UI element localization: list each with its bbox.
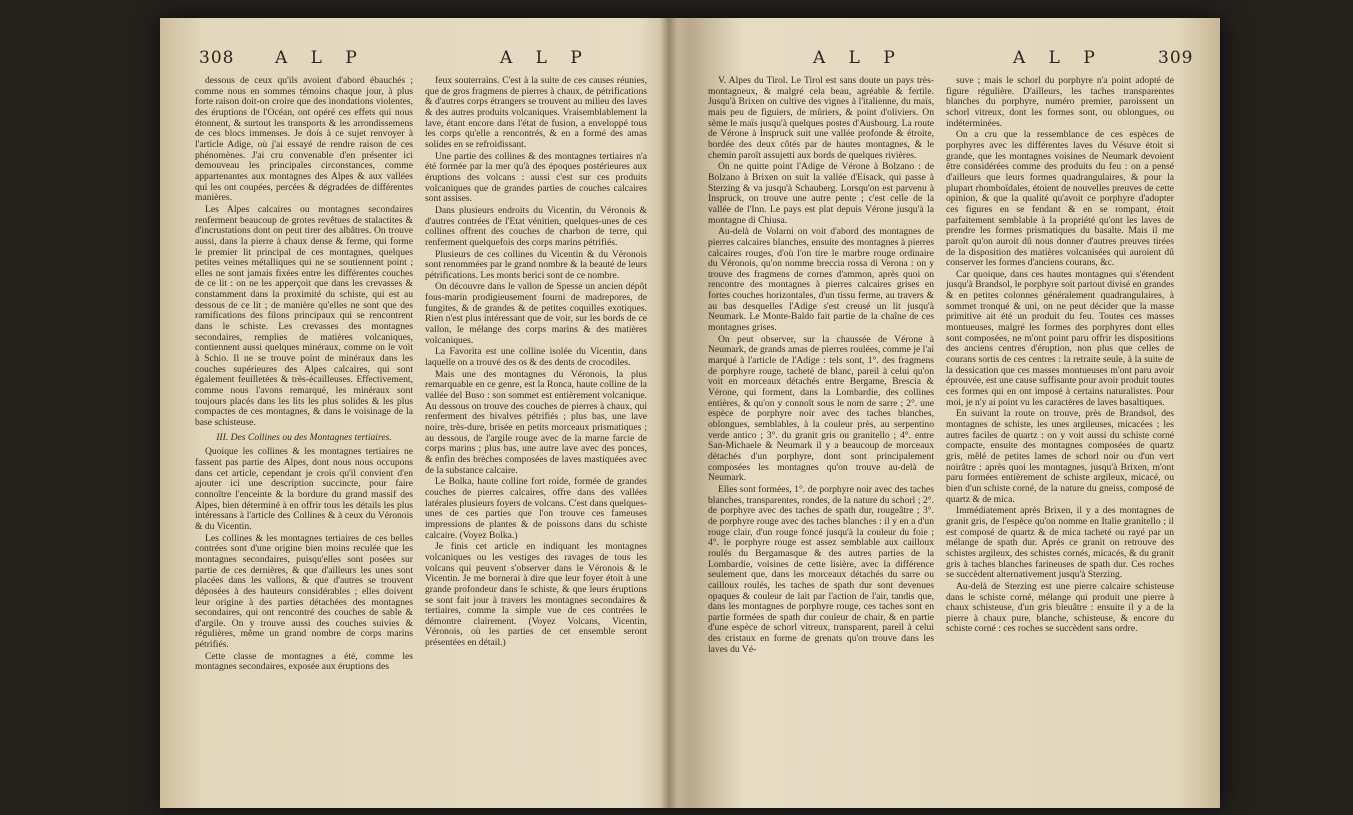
paragraph: On ne quitte point l'Adige de Vérone à Bolzano : de Bolzano à Brixen on suit la vallée d'Eisack, qui passe à Sterzing & va jusqu'à Schauberg. Lorsqu'on est parvenu à Inspruck, on trouve une autre pente ; c'est celle de la vallée de l'Inn. Le pays est plat depuis Vérone jusqu'à la montagne di Chiusa. [708,161,934,226]
right-column-2 [946,76,1174,766]
left-running-head-2: A L P [500,48,591,68]
paragraph: Cette classe de montagnes a été, comme les montagnes secondaires, exposée aux éruptions des [195,650,413,673]
paragraph: On a cru que la ressemblance de ces espèces de porphyres avec les différentes laves du Vésuve étoit si grande, que les montagnes voisines de Neumark devoient être considérées comme des produits du feu : on a pensé d'ailleurs que leurs formes quadrangulaires, & pour la plupart rhomboïdales, étoient de nouvelles preuves de cette opinion, & que la qualité qu'avoit ce porphyre d'adopter ces figures en se fendant & en se rompant, étoit parfaitement semblable à la propriété qu'ont les laves de prendre les formes prismatiques du basalte. Mais il me paroît qu'on auroit dû nous donner d'autres preuves tirées de la disposition des matières volcanisées qui auroient dû conserver les formes d'anciens courans, &c. [946,129,1174,269]
paragraph: dessous de ceux qu'ils avoient d'abord ébauchés ; comme nous en sommes témoins chaque jour, à plus forte raison doit-on croire que des inondations violentes, des éruptions de l'Océan, ont opéré ces effets qui nous étonnent, & surtout les transports & les arrondissemens de ces blocs immenses. Je dois à ce sujet renvoyer à l'article Adige, où j'ai essayé de rendre raison de ces phénomènes. J'ai cru convenable d'en présenter ici demouveau les principales circonstances, comme appartenantes aux montagnes des Alpes & aux vallées qui les ont coupées, percées & dégradées de différentes manières. [195,76,413,204]
right-column-1 [708,76,934,766]
left-column-1 [195,76,413,766]
paragraph: En suivant la route on trouve, près de Brandsol, des montagnes de schiste, les unes argileuses, micacées ; les autres faciles de quartz : on y voit aussi du schiste corné compacte, ensuite des montagnes composées de quartz gris, mêlé de petites lames de schorl noir ou d'un vert noirâtre : après quoi les montagnes, jusqu'à Brixen, m'ont paru formées entièrement de schiste argileux, micacé, ou bien d'un schiste corné, de la nature du gneiss, composé de quartz & de mica. [946,408,1174,505]
paragraph: Je finis cet article en indiquant les montagnes volcaniques ou les vestiges des ravages de tous les volcans qui peuvent s'observer dans le Véronois & le Vicentin. Je me bornerai à dire que leur foyer étoit à une grande profondeur dans le schiste, & que leurs éruptions se sont fait jour à travers les montagnes secondaires & tertiaires, comme la simple vue de ces contrées le démontre clairement. (Voyez Volcans, Vicentin, Véronois, où les parties de cet ensemble seront présentées en détail.) [425,541,647,649]
paragraph: La Favorita est une colline isolée du Vicentin, dans laquelle on a trouvé des os & des dents de crocodiles. [425,346,647,369]
paragraph: Quoique les collines & les montagnes tertiaires ne fassent pas partie des Alpes, dont nous nous occupons dans cet article, cependant je crois qu'il convient d'en ajouter ici une description succincte, pour faire connoître l'enceinte & la bordure du grand massif des Alpes, bien déterminé à en offrir tous les détails les plus intéressans à l'article des Collines & à ceux du Véronois & du Vicentin. [195,446,413,532]
right-running-head-2: A L P [1013,48,1104,68]
section-heading: III. Des Collines ou des Montagnes tertiaires. [216,431,392,443]
left-running-head-1: A L P [275,48,366,68]
paragraph: Elles sont formées, 1°. de porphyre noir avec des taches blanches, transparentes, rondes, de la nature du schorl ; 2°. de porphyre avec des taches de spath dur, rougeâtre ; 3°. de porphyre rouge avec des taches blanches : il y en a d'un rouge clair, d'un rouge foncé jusqu'à la couleur du foie ; 4°. le porphyre rouge est assez semblable aux cailloux roulés du Bergamasque & des autres parties de la Lombardie, voisines de cette lisière, avec la différence seulement que, dans les morceaux détachés du sarre ou cailloux roulés, les taches de spath dur sont devenues opaques & couleur de lait par l'action de l'air, tandis que, dans les montagnes de porphyre rouge, ces taches sont en partie formées de spath dur couleur de chair, & en partie d'une espèce de schorl vitreux, transparent, pareil à celui des cristaux en forme de grenats qu'on trouve dans les laves du Vé- [708,483,934,655]
paragraph: Le Bolka, haute colline fort roide, formée de grandes couches de pierres calcaires, offre dans des vallées latérales plusieurs foyers de volcans. C'est dans quelques-unes de ces parties que l'on trouve ces fameuses impressions de plantes & de poissons dans du schiste calcaire. (Voyez Bolka.) [425,476,647,541]
left-page [175,18,660,808]
paragraph: V. Alpes du Tirol. Le Tirol est sans doute un pays très-montagneux, & malgré cela beau, agréable & fertile. Jusqu'à Brixen on cultive des vignes à l'italienne, du maïs, mais peu de figuiers, de mûriers, & point d'oliviers. On sème le maïs jusqu'à quelques postes d'Ausbourg. La route de Vérone à Inspruck suit une vallée profonde & étroite, bordée des deux côtés par de hautes montagnes, & le chemin paroît assujetti aux bords de quelques rivières. [708,76,934,161]
paragraph: Immédiatement après Brixen, il y a des montagnes de granit gris, de l'espèce qu'on nomme en Italie granitello ; il est composé de quartz & de mica tacheté ou rayé par un mélange de spath dur. Après ce granit on retrouve des schistes argileux, des schistes cornés, micacés, & du granit gris à taches blanches farineuses de spath dur. Ces roches se succèdent alternativement jusqu'à Sterzing. [946,505,1174,581]
paragraph: On découvre dans le vallon de Spesse un ancien dépôt fous-marin prodigieusement fourni de madrepores, de fungites, & de grandes & de petites coquilles exotiques. Rien n'est plus intéressant que de voir, sur les bords de ce vallon, le mélange des corps marins & des matières volcaniques. [425,281,647,346]
right-running-head-1: A L P [813,48,904,68]
paragraph: Dans plusieurs endroits du Vicentin, du Véronois & d'autres contrées de l'Etat vénitien, quelques-unes de ces collines offrent des couches de charbon de terre, qui renferment quelquefois des corps marins pétrifiés. [425,204,647,248]
paragraph: Car quoique, dans ces hautes montagnes qui s'étendent jusqu'à Brandsol, le porphyre soit partout divisé en grandes & en petites colonnes généralement quadrangulaires, à sommet tronqué & uni, on ne peut décider que la masse primitive ait été un produit du feu. Toutes ces masses montueuses, malgré les formes des porphyres dont elles sont composées, ne m'ont point paru offrir les dispositions des anciens centres d'éruption, non plus que celles de courans sortis de ces centres : la retraite seule, à la suite de la dessication que ces masses montueuses m'ont paru avoir éprouvée, est une cause suffisante pour avoir produit toutes ces formes qui en ont imposé à certains naturalistes. Pour moi, je n'y ai point vu les caractères de laves basaltiques. [946,268,1174,408]
book-gutter [660,18,678,808]
right-header [678,48,1206,70]
paragraph: Au-delà de Volarni on voit d'abord des montagnes de pierres calcaires blanches, ensuite des montagnes à pierres calcaires rouges, d'où l'on tire le marbre rouge ordinaire du Véronois, qu'on nomme breccia rossa di Verona : on y trouve des fragmens de cornes d'ammon, après quoi on rencontre des montagnes à pierres calcaires grises en fortes couches horizontales, d'un tissu ferme, au travers & au bas desquelles l'Adige s'est creusé un lit jusqu'à Neumark. Le Monte-Baldo fait partie de la chaîne de ces montagnes grises. [708,226,934,334]
paragraph: feux souterrains. C'est à la suite de ces causes réunies, que de gros fragmens de pierres à chaux, de pétrifications & d'autres corps étrangers se trouvent au milieu des laves & des autres produits volcaniques. Vraisemblablement la lave, étant encore dans l'état de fusion, a enveloppé tous les corps qu'elle a rencontrés, & en a formé des amas solides en se refroidissant. [425,76,647,150]
paragraph: Au-delà de Sterzing est une pierre calcaire schisteuse dans le schiste corné, mélange qui produit une pierre à chaux schisteuse, d'un gris bleuâtre : ensuite il y a de la pierre à chaux pure, blanche, schisteuse, & encore du schiste corné : ces roches se succèdent sans ordre. [946,580,1174,635]
paragraph: Mais une des montagnes du Véronois, la plus remarquable en ce genre, est la Ronca, haute colline de la vallée del Buso : son sommet est entièrement volcanique. Au dessous on trouve des couches de pierres à chaux, qui renferment des bivalves pétrifiés ; plus bas, une lave noire, très-dure, brisée en petits morceaux prismatiques ; au dessous, de l'argile rouge avec de la marne farcie de corps marins ; plus bas, une autre lave avec des ponces, & enfin des brèches composées de laves mastiquées avec de la substance calcaire. [425,368,647,476]
right-page-number: 309 [1158,48,1194,68]
paragraph: suve ; mais le schorl du porphyre n'a point adopté de figure régulière. D'ailleurs, les taches transparentes blanches du porphyre, numéro premier, paroissent un schorl vitreux, dont les formes sont, ou oblongues, ou indéterminées. [946,76,1174,129]
right-page [678,18,1206,808]
paragraph: On peut observer, sur la chaussée de Vérone à Neumark, de grands amas de pierres roulées, comme je l'ai marqué à l'article de l'Adige : tels sont, 1°. des fragmens de porphyre rouge, tacheté de blanc, pareil à celui qu'on voit en morceaux détachés entre Bergame, Brescia & Vérone, qui forment, dans la Lombardie, des collines entières, & qu'on y connoît sous le nom de sarre ; 2°. une espèce de porphyre noir avec des taches blanches, oblongues, semblables, à la couleur près, au serpentino verde antico ; 3°. du granit gris ou granitello ; 4°. entre San-Michaele & Neumark il y a beaucoup de morceaux détachés d'un porphyre, dont sont principalement composées les montagnes qu'on trouve au-delà de Neumark. [708,333,934,484]
paragraph: Les Alpes calcaires ou montagnes secondaires renferment beaucoup de grotes revêtues de stalactites & d'incrustations dont on peut tirer des albâtres. On trouve aussi, dans la pierre à chaux dense & ferme, qui forme le premier lit principal de ces montagnes, quelques petites veines métalliques qui ne se soutiennent point ; elles ne sont jamais fixées entre les différentes couches de ce lit : on ne les apperçoit que dans les crevasses & constamment dans la proximité du schiste, qui est au dessous de ce lit ; de manière qu'elles ne sont que des ramifications des filons principaux qui se rencontrent dans le schiste. Les crevasses des montagnes secondaires, remplies de matières volcaniques, contiennent aussi quelques minéraux, comme on le voit à Schio. Il ne se trouve point de minéraux dans les couches supérieures des Alpes calcaires, qui sont également feuilletées & très-écailleuses. Effectivement, comme nous l'avons remarqué, les minéraux sont toujours placés dans les lits les plus solides & les plus compactes de ces montagnes, & dans le voisinage de la base schisteuse. [195,203,413,428]
paragraph: Les collines & les montagnes tertiaires de ces belles contrées sont d'une origine bien moins reculée que les montagnes secondaires, puisqu'elles sont posées sur partie de ces dernières, & que d'ailleurs les unes sont placées dans les vallons, & que d'autres se trouvent déposées à des hauteurs considérables ; elles doivent leur origine à des parties détachées des montagnes secondaires, qui ont rencontré des couches de sable & d'argile. On y trouve aussi des couches suivies & régulières, même un grand nombre de corps marins pétrifiés. [195,532,413,651]
left-column-2 [425,76,647,766]
paragraph: Plusieurs de ces collines du Vicentin & du Véronois sont renommées par le grand nombre & la beauté de leurs pétrifications. Les monts berici sont de ce nombre. [425,248,647,281]
left-header [175,48,660,70]
paragraph: Une partie des collines & des montagnes tertiaires n'a été formée par la mer qu'à des époques postérieures aux éruptions des volcans : aussi c'est sur ces produits volcaniques que de grandes parties de couches calcaires sont assises. [425,150,647,205]
left-page-number: 308 [199,48,235,68]
